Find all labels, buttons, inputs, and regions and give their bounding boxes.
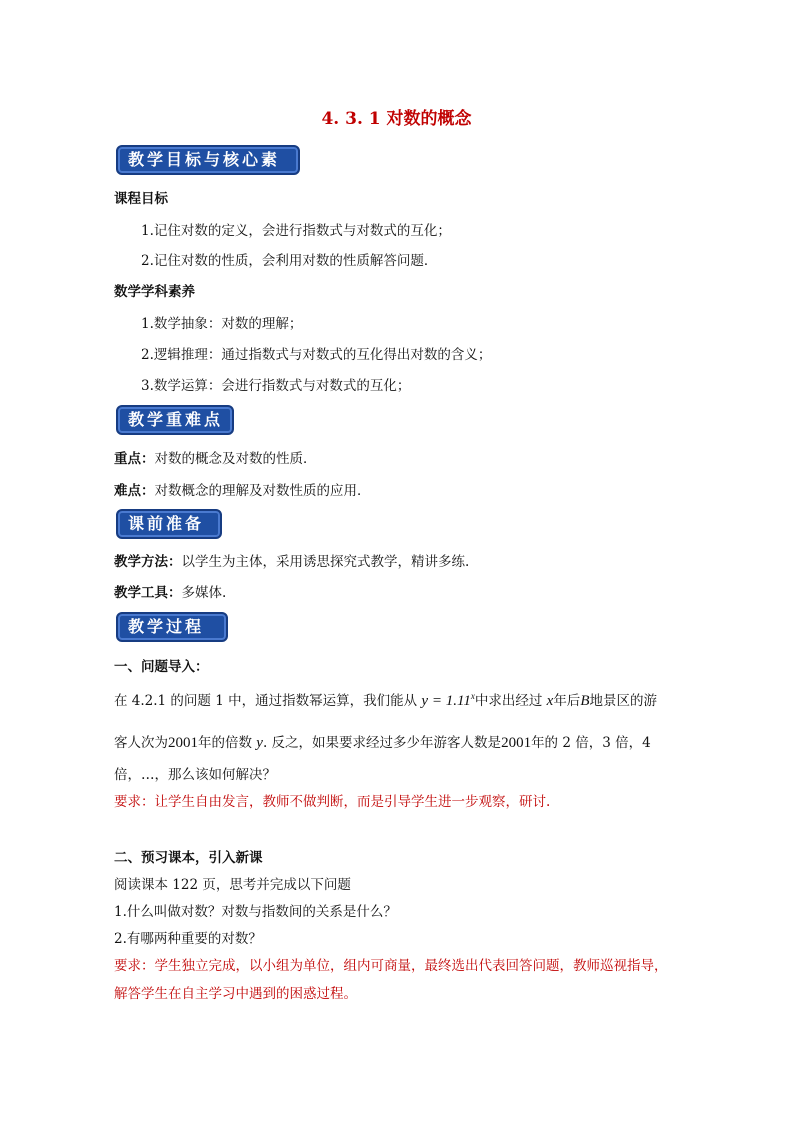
literacy-heading: 数学学科素养 [114, 284, 195, 300]
banner-key-points: 教学重难点 [116, 405, 234, 435]
focus-text: 对数的概念及对数的性质． [154, 451, 317, 467]
tools-label: 教学工具： [114, 585, 182, 601]
method-text: 以学生为主体，采用诱思探究式教学，精讲多练. [181, 554, 470, 570]
course-goals-heading: 课程目标 [114, 191, 168, 207]
literacy-item: 1.数学抽象：对数的理解； [141, 316, 303, 332]
year: 2001 [168, 735, 198, 751]
text-span: 客人次为 [114, 735, 168, 751]
page-title: 4. 3. 1 对数的概念 [321, 109, 472, 129]
focus-line [114, 447, 317, 467]
text-span: 地景区的游 [589, 693, 657, 709]
section1-requirement: 要求：让学生自由发言，教师不做判断，而是引导学生进一步观察，研讨. [114, 794, 551, 810]
course-goal-item: 2.记住对数的性质，会利用对数的性质解答问题． [141, 253, 438, 269]
section2-heading: 二、预习课本，引入新课 [114, 850, 263, 866]
banner-goals: 教学目标与核心素养 [116, 145, 300, 175]
difficulty-line [114, 479, 371, 499]
formula [421, 693, 474, 709]
formula-exponent: x [470, 691, 475, 701]
variable-y: y [256, 735, 263, 751]
variable-x: x [546, 693, 554, 709]
difficulty-label: 难点： [114, 483, 155, 499]
text-span: 年的倍数 [198, 735, 252, 751]
focus-label: 重点： [114, 451, 155, 467]
section1-paragraph-line1 [114, 689, 657, 710]
section1-paragraph-line3: 倍，…，那么该如何解决？ [114, 767, 276, 783]
section1-paragraph-line2 [114, 731, 651, 752]
banner-process: 教学过程 [116, 612, 228, 642]
year: 2001 [501, 735, 532, 751]
section2-requirement-cont: 解答学生在自主学习中遇到的困惑过程。 [114, 986, 357, 1002]
method-label: 教学方法： [114, 554, 182, 570]
section2-requirement: 要求：学生独立完成，以小组为单位，组内可商量，最终选出代表回答问题，教师巡视指导， [114, 958, 668, 974]
banner-preparation: 课前准备 [116, 509, 222, 539]
section2-question: 2.有哪两种重要的对数？ [114, 931, 262, 947]
tools-text: 多媒体. [181, 585, 227, 601]
course-goal-item: 1.记住对数的定义，会进行指数式与对数式的互化； [141, 223, 451, 239]
section2-question: 1.什么叫做对数？对数与指数间的关系是什么？ [114, 904, 397, 920]
text-span: 年的 2 倍，3 倍，4 [531, 735, 651, 751]
text-span: 在 4.2.1 的问题 1 中，通过指数幂运算，我们能从 [114, 693, 418, 709]
section2-intro: 阅读课本 122 页，思考并完成以下问题 [114, 877, 351, 893]
formula-var: y [421, 693, 429, 709]
text-span: . 反之，如果要求经过多少年游客人数是 [262, 735, 502, 751]
literacy-item: 2.逻辑推理：通过指数式与对数式的互化得出对数的含义； [141, 347, 492, 363]
section1-heading: 一、问题导入： [114, 659, 209, 675]
method-line [114, 550, 469, 570]
variable-b: B [580, 693, 590, 709]
tools-line [114, 581, 226, 601]
literacy-item: 3.数学运算：会进行指数式与对数式的互化； [141, 378, 411, 394]
difficulty-text: 对数概念的理解及对数性质的应用． [154, 483, 371, 499]
formula-value: = 1.11 [428, 693, 471, 709]
text-span: 中求出经过 [474, 693, 543, 709]
text-span: 年后 [553, 693, 581, 709]
